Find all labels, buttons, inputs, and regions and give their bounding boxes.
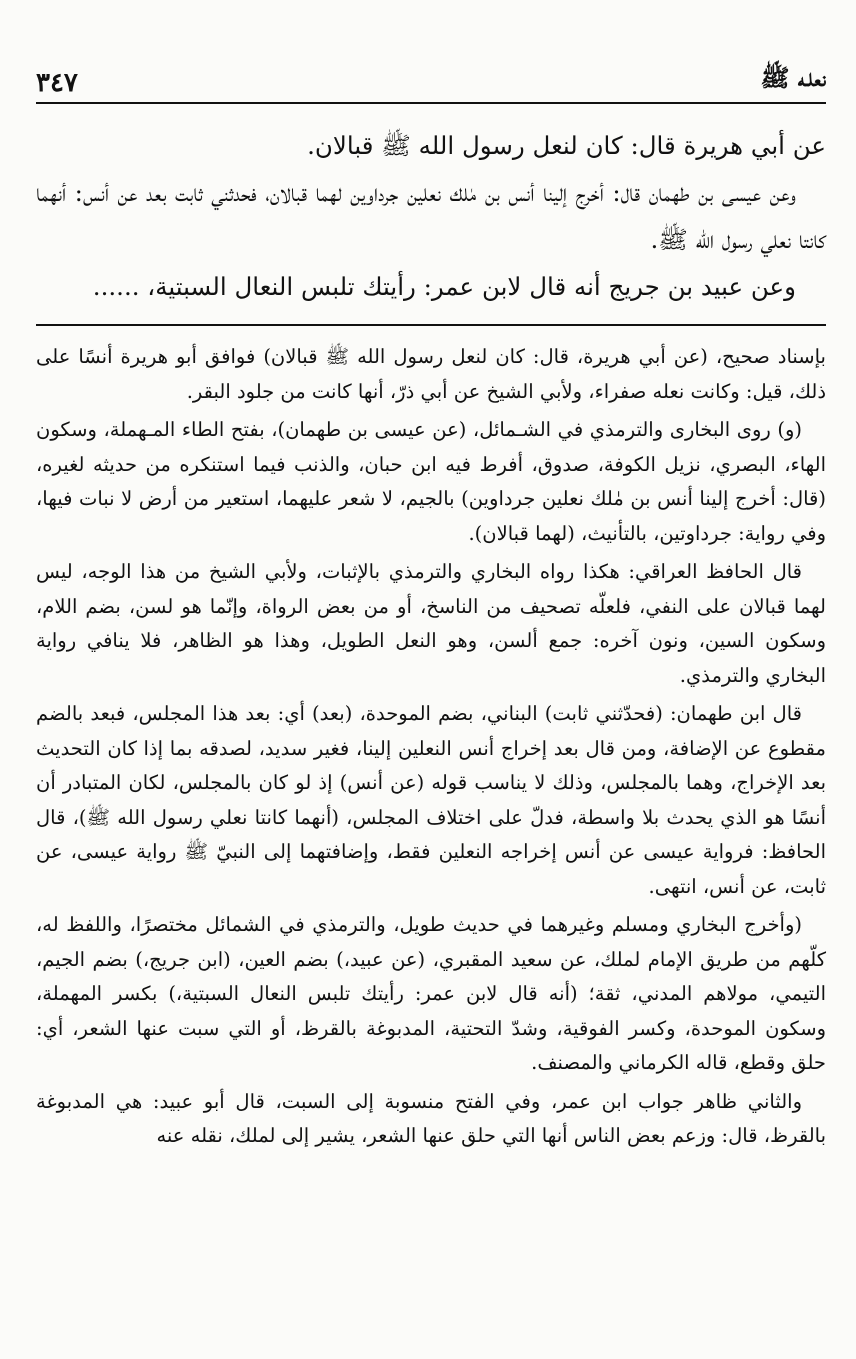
commentary-paragraph: والثاني ظاهر جواب ابن عمر، وفي الفتح منسوبة إلى السبت، قال أبو عبيد: هي المدبوغة بالقرظ، قال: وزعم بعض الناس أنها التي حلق عنها الشعر، يشير إلى لملك، نقله عنه <box>36 1089 826 1147</box>
page-header <box>36 54 826 104</box>
commentary-paragraph: (وأخرج البخاري ومسلم وغيرهما في حديث طويل، والترمذي في الشمائل مختصرًا، واللفظ له، كلّهم من طريق الإمام لملك، عن سعيد المقبري، (عن عبيد،) بضم العين، (ابن جريج،) بضم الجيم، التيمي، مولاهم المدني، ثقة؛ (أنه قال لابن عمر: رأيتك تلبس النعال السبتية،) بكسر المهملة، وسكون الموحدة، وكسر الفوقية، وشدّ التحتية، المدبوغة بالقرظ، أو التي سبت عنها الشعر، أي: حلق وقطع، قاله الكرماني والمصنف. <box>36 913 826 1074</box>
commentary-paragraph: (و) روى البخارى والترمذي في الشـمائل، (عن عيسى بن طهمان)، بفتح الطاء المـهملة، وسكون الهاء، البصري، نزيل الكوفة، صدوق، أفرط فيه ابن حبان، والذنب فيما استنكره من حديثه لغيره، (قال: أخرج إلينا أنس بن مٰلك نعلين جرداوين) بالجيم، لا شعر عليهما، استعير من أرض لا نبات فيها، وفي رواية: جرداوتين، بالتأنيث، (لهما قبالان). <box>36 418 826 545</box>
commentary-text <box>36 340 826 1154</box>
commentary-paragraph: قال ابن طهمان: (فحدّثني ثابت) البناني، بضم الموحدة، (بعد) أي: بعد هذا المجلس، فبعد بالضم مقطوع عن الإضافة، ومن قال بعد إخراج أنس النعلين إلينا، فغير سديد، لصدقه بما إذا كان التحديث بعد الإخراج، وهما بالمجلس، وذلك لا يناسب قوله (عن أنس) إذ لو كان بالمجلس، لكان المتبادر أن أنسًا هو الذي يحدث بلا واسطة، فدلّ على اختلاف المجلس، (أنهما كانتا نعلي رسول الله ﷺ)، قال الحافظ: فرواية عيسى عن أنس إخراجه النعلين فقط، وإضافتهما إلى النبيّ ﷺ رواية عيسى، عن ثابت، عن أنس، انتهى. <box>36 702 826 898</box>
section-divider <box>36 324 826 326</box>
commentary-paragraph: بإسناد صحيح، (عن أبي هريرة، قال: كان لنعل رسول الله ﷺ قبالان) فوافق أبو هريرة أنسًا على ذلك، قيل: وكانت نعله صفراء، ولأبي الشيخ عن أبي ذرّ، أنها كانت من جلود البقر. <box>36 345 826 403</box>
commentary-paragraph: قال الحافظ العراقي: هكذا رواه البخاري والترمذي بالإثبات، ولأبي الشيخ من هذا الوجه، ليس لهما قبالان على النفي، فلعلّه تصحيف من الناسخ، أو من بعض الرواة، وإنّما هو لسن، بضم اللام، وسكون السين، ونون آخره: جمع ألسن، وهو النعل الطويل، وهذا هو الظاهر، فلا ينافي رواية البخاري والترمذي. <box>36 560 826 687</box>
page-number: ٣٤٧ <box>36 68 78 98</box>
hadith-paragraph: وعن عيسى بن طهمان قال: أخرج إلينا أنس بن مٰلك نعلين جرداوين لهما قبالان، فحدثني ثابت بعد عن أنس: أنهما كانتا نعلي رسول الله ﷺ. <box>36 178 826 254</box>
hadith-paragraph: عن أبي هريرة قال: كان لنعل رسول الله ﷺ قبالان. <box>307 131 826 160</box>
hadith-paragraph: وعن عبيد بن جريج أنه قال لابن عمر: رأيتك تلبس النعال السبتية، ...... <box>92 272 796 301</box>
hadith-text <box>36 104 826 310</box>
chapter-title: نعلـه ﷺ <box>760 63 826 92</box>
